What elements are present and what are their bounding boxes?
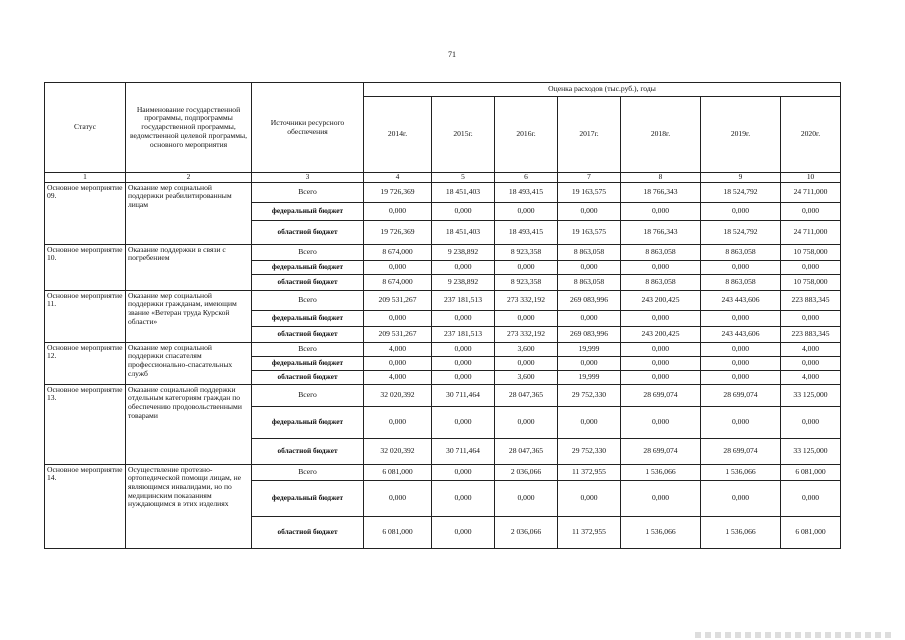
- header-year: 2014г.: [364, 97, 432, 173]
- header-year: 2018г.: [621, 97, 701, 173]
- expense-value-cell: 4,000: [781, 370, 841, 384]
- expense-value-cell: 0,000: [621, 356, 701, 370]
- expense-value-cell: 24 711,000: [781, 220, 841, 244]
- expense-value-cell: 8 863,058: [558, 244, 621, 260]
- funding-source-cell: федеральный бюджет: [252, 260, 364, 274]
- expense-value-cell: 24 711,000: [781, 182, 841, 202]
- expense-value-cell: 18 451,403: [432, 182, 495, 202]
- expense-value-cell: 6 081,000: [781, 516, 841, 548]
- table-row: [45, 290, 841, 310]
- expense-value-cell: 4,000: [781, 342, 841, 356]
- expense-value-cell: 0,000: [781, 406, 841, 438]
- expense-value-cell: 28 699,074: [701, 384, 781, 406]
- expense-value-cell: 0,000: [432, 342, 495, 356]
- expense-value-cell: 0,000: [701, 406, 781, 438]
- table-row: [45, 342, 841, 356]
- row-program-name: Оказание социальной поддержки отдельным категориям граждан по обеспечению продовольственными товарами: [126, 384, 252, 464]
- row-status: Основное мероприятие 12.: [45, 342, 126, 384]
- header-year: 2020г.: [781, 97, 841, 173]
- expense-value-cell: 19 163,575: [558, 182, 621, 202]
- expense-value-cell: 33 125,000: [781, 384, 841, 406]
- expense-value-cell: 6 081,000: [364, 464, 432, 480]
- expense-value-cell: 1 536,066: [621, 464, 701, 480]
- expense-value-cell: 33 125,000: [781, 438, 841, 464]
- expense-value-cell: 18 766,343: [621, 182, 701, 202]
- expense-value-cell: 0,000: [621, 370, 701, 384]
- table-body: [45, 182, 841, 548]
- expense-value-cell: 32 020,392: [364, 384, 432, 406]
- expense-value-cell: 29 752,330: [558, 384, 621, 406]
- expense-value-cell: 0,000: [781, 356, 841, 370]
- expense-value-cell: 0,000: [432, 464, 495, 480]
- expense-value-cell: 0,000: [621, 480, 701, 516]
- expense-value-cell: 209 531,267: [364, 326, 432, 342]
- expense-value-cell: 0,000: [432, 202, 495, 220]
- expense-value-cell: 0,000: [701, 342, 781, 356]
- expense-value-cell: 10 758,000: [781, 244, 841, 260]
- column-number: 1: [45, 173, 126, 183]
- column-number: 7: [558, 173, 621, 183]
- expense-value-cell: 8 923,358: [495, 244, 558, 260]
- expense-value-cell: 32 020,392: [364, 438, 432, 464]
- expense-value-cell: 0,000: [432, 260, 495, 274]
- column-number: 3: [252, 173, 364, 183]
- expense-value-cell: 0,000: [432, 310, 495, 326]
- expense-value-cell: 223 883,345: [781, 290, 841, 310]
- funding-source-cell: Всего: [252, 342, 364, 356]
- expense-value-cell: 0,000: [495, 356, 558, 370]
- expense-value-cell: 0,000: [621, 310, 701, 326]
- funding-source-cell: областной бюджет: [252, 220, 364, 244]
- expense-value-cell: 4,000: [364, 342, 432, 356]
- funding-source-cell: Всего: [252, 244, 364, 260]
- funding-source-cell: Всего: [252, 182, 364, 202]
- expense-value-cell: 0,000: [495, 310, 558, 326]
- expense-value-cell: 243 443,606: [701, 326, 781, 342]
- column-number: 10: [781, 173, 841, 183]
- expense-value-cell: 0,000: [432, 406, 495, 438]
- expense-value-cell: 18 493,415: [495, 220, 558, 244]
- funding-source-cell: областной бюджет: [252, 516, 364, 548]
- row-status: Основное мероприятие 09.: [45, 182, 126, 244]
- expense-value-cell: 28 699,074: [621, 384, 701, 406]
- expense-value-cell: 269 083,996: [558, 290, 621, 310]
- expense-value-cell: 0,000: [432, 356, 495, 370]
- column-number-row: [45, 173, 841, 183]
- expense-value-cell: 0,000: [558, 260, 621, 274]
- expense-value-cell: 0,000: [701, 370, 781, 384]
- funding-source-cell: областной бюджет: [252, 326, 364, 342]
- expense-value-cell: 9 238,892: [432, 244, 495, 260]
- expense-value-cell: 0,000: [621, 202, 701, 220]
- table-row: [45, 182, 841, 202]
- expense-value-cell: 4,000: [364, 370, 432, 384]
- column-number: 6: [495, 173, 558, 183]
- expense-value-cell: 28 047,365: [495, 438, 558, 464]
- expense-value-cell: 0,000: [781, 480, 841, 516]
- expense-value-cell: 8 674,000: [364, 244, 432, 260]
- column-number: 4: [364, 173, 432, 183]
- row-status: Основное мероприятие 10.: [45, 244, 126, 290]
- expense-value-cell: 273 332,192: [495, 326, 558, 342]
- expense-value-cell: 0,000: [495, 406, 558, 438]
- expense-value-cell: 18 766,343: [621, 220, 701, 244]
- expense-value-cell: 0,000: [364, 356, 432, 370]
- header-funding-source: Источники ресурсного обеспечения: [252, 83, 364, 173]
- expense-value-cell: 209 531,267: [364, 290, 432, 310]
- row-program-name: Оказание мер социальной поддержки гражданам, имеющим звание «Ветеран труда Курской области»: [126, 290, 252, 342]
- expense-value-cell: 0,000: [621, 342, 701, 356]
- expense-value-cell: 11 372,955: [558, 464, 621, 480]
- expense-value-cell: 28 699,074: [701, 438, 781, 464]
- expense-value-cell: 0,000: [364, 310, 432, 326]
- expense-value-cell: 19,999: [558, 342, 621, 356]
- expense-value-cell: 0,000: [558, 480, 621, 516]
- expense-value-cell: 1 536,066: [701, 516, 781, 548]
- expense-value-cell: 0,000: [621, 260, 701, 274]
- row-program-name: Осуществление протезно-ортопедической помощи лицам, не являющимся инвалидами, но по медицинским показаниям нуждающимся в этих изделиях: [126, 464, 252, 548]
- expense-value-cell: 269 083,996: [558, 326, 621, 342]
- expense-value-cell: 2 036,066: [495, 464, 558, 480]
- expense-value-cell: 0,000: [558, 202, 621, 220]
- row-status: Основное мероприятие 13.: [45, 384, 126, 464]
- column-number: 9: [701, 173, 781, 183]
- expense-value-cell: 3,600: [495, 342, 558, 356]
- expense-value-cell: 0,000: [364, 406, 432, 438]
- header-year: 2017г.: [558, 97, 621, 173]
- expense-value-cell: 0,000: [701, 356, 781, 370]
- table-row: [45, 244, 841, 260]
- funding-source-cell: федеральный бюджет: [252, 202, 364, 220]
- header-year: 2016г.: [495, 97, 558, 173]
- header-year: 2019г.: [701, 97, 781, 173]
- expense-value-cell: 0,000: [364, 260, 432, 274]
- funding-source-cell: Всего: [252, 290, 364, 310]
- column-number: 2: [126, 173, 252, 183]
- expense-value-cell: 30 711,464: [432, 438, 495, 464]
- expense-value-cell: 0,000: [701, 310, 781, 326]
- expense-value-cell: 6 081,000: [364, 516, 432, 548]
- expense-value-cell: 28 047,365: [495, 384, 558, 406]
- row-program-name: Оказание мер социальной поддержки реабилитированным лицам: [126, 182, 252, 244]
- expense-value-cell: 10 758,000: [781, 274, 841, 290]
- expense-value-cell: 6 081,000: [781, 464, 841, 480]
- expense-value-cell: 8 863,058: [621, 274, 701, 290]
- expense-value-cell: 0,000: [701, 260, 781, 274]
- expense-value-cell: 273 332,192: [495, 290, 558, 310]
- header-expense-estimate: Оценка расходов (тыс.руб.), годы: [364, 83, 841, 97]
- column-number: 8: [621, 173, 701, 183]
- funding-source-cell: Всего: [252, 464, 364, 480]
- row-program-name: Оказание мер социальной поддержки спасателям профессионально-спасательных служб: [126, 342, 252, 384]
- header-year: 2015г.: [432, 97, 495, 173]
- funding-source-cell: областной бюджет: [252, 274, 364, 290]
- expense-value-cell: 8 863,058: [558, 274, 621, 290]
- table-row: [45, 464, 841, 480]
- resource-table: [44, 82, 841, 549]
- table-row: [45, 384, 841, 406]
- expense-value-cell: 0,000: [781, 202, 841, 220]
- expense-value-cell: 8 863,058: [621, 244, 701, 260]
- expense-value-cell: 0,000: [701, 202, 781, 220]
- expense-value-cell: 19 726,369: [364, 182, 432, 202]
- funding-source-cell: областной бюджет: [252, 438, 364, 464]
- expense-value-cell: 1 536,066: [621, 516, 701, 548]
- header-program-name: Наименование государственной программы, подпрограммы государственной программы, ведомственной целевой программы, основного мероприятия: [126, 83, 252, 173]
- expense-value-cell: 29 752,330: [558, 438, 621, 464]
- funding-source-cell: федеральный бюджет: [252, 406, 364, 438]
- expense-value-cell: 18 524,792: [701, 182, 781, 202]
- expense-value-cell: 237 181,513: [432, 290, 495, 310]
- expense-value-cell: 0,000: [558, 406, 621, 438]
- scan-artifact: [695, 632, 895, 638]
- funding-source-cell: федеральный бюджет: [252, 480, 364, 516]
- expense-value-cell: 0,000: [781, 310, 841, 326]
- expense-value-cell: 223 883,345: [781, 326, 841, 342]
- expense-value-cell: 9 238,892: [432, 274, 495, 290]
- expense-value-cell: 8 863,058: [701, 274, 781, 290]
- expense-value-cell: 0,000: [701, 480, 781, 516]
- funding-source-cell: Всего: [252, 384, 364, 406]
- expense-value-cell: 237 181,513: [432, 326, 495, 342]
- expense-value-cell: 243 443,606: [701, 290, 781, 310]
- expense-value-cell: 0,000: [364, 202, 432, 220]
- expense-value-cell: 1 536,066: [701, 464, 781, 480]
- expense-value-cell: 0,000: [558, 356, 621, 370]
- expense-value-cell: 243 200,425: [621, 290, 701, 310]
- row-status: Основное мероприятие 11.: [45, 290, 126, 342]
- expense-value-cell: 0,000: [432, 370, 495, 384]
- expense-value-cell: 18 493,415: [495, 182, 558, 202]
- expense-value-cell: 8 674,000: [364, 274, 432, 290]
- funding-source-cell: федеральный бюджет: [252, 310, 364, 326]
- expense-value-cell: 30 711,464: [432, 384, 495, 406]
- expense-value-cell: 18 524,792: [701, 220, 781, 244]
- expense-value-cell: 243 200,425: [621, 326, 701, 342]
- expense-value-cell: 0,000: [432, 516, 495, 548]
- expense-value-cell: 0,000: [558, 310, 621, 326]
- expense-value-cell: 0,000: [495, 202, 558, 220]
- funding-source-cell: областной бюджет: [252, 370, 364, 384]
- expense-value-cell: 0,000: [781, 260, 841, 274]
- expense-value-cell: 0,000: [364, 480, 432, 516]
- expense-value-cell: 8 863,058: [701, 244, 781, 260]
- expense-value-cell: 18 451,403: [432, 220, 495, 244]
- expense-value-cell: 2 036,066: [495, 516, 558, 548]
- expense-value-cell: 0,000: [495, 480, 558, 516]
- expense-value-cell: 19,999: [558, 370, 621, 384]
- header-status: Статус: [45, 83, 126, 173]
- expense-value-cell: 0,000: [495, 260, 558, 274]
- page-number: 71: [448, 50, 456, 59]
- funding-source-cell: федеральный бюджет: [252, 356, 364, 370]
- expense-value-cell: 11 372,955: [558, 516, 621, 548]
- row-program-name: Оказание поддержки в связи с погребением: [126, 244, 252, 290]
- expense-value-cell: 19 163,575: [558, 220, 621, 244]
- expense-value-cell: 0,000: [621, 406, 701, 438]
- expense-value-cell: 3,600: [495, 370, 558, 384]
- expense-value-cell: 19 726,369: [364, 220, 432, 244]
- expense-value-cell: 28 699,074: [621, 438, 701, 464]
- expense-value-cell: 8 923,358: [495, 274, 558, 290]
- expense-value-cell: 0,000: [432, 480, 495, 516]
- column-number: 5: [432, 173, 495, 183]
- row-status: Основное мероприятие 14.: [45, 464, 126, 548]
